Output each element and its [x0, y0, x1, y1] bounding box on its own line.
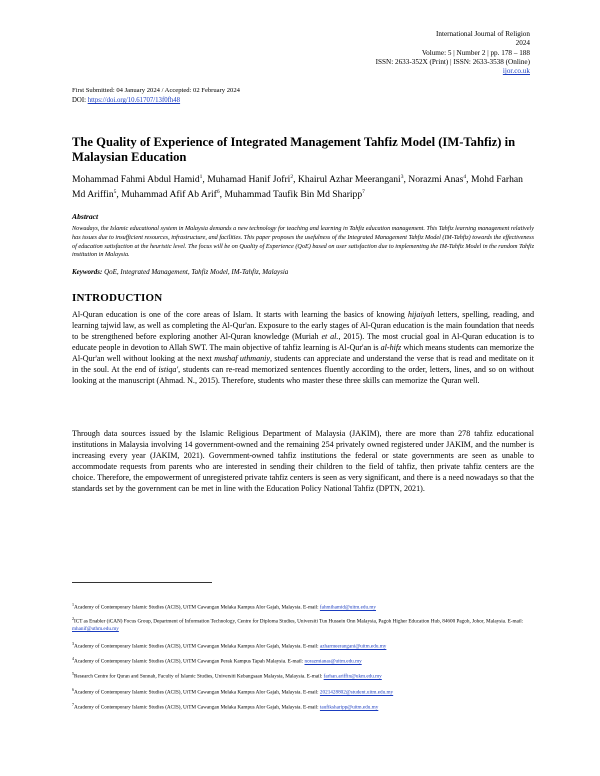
paragraph-text: letters, spelling, reading, and learning tajwid law, as well as completing the Al-Qur'an. Exposure to the early stages of Al-Quran education is the main foundation that needs to be strengthened before exploring another Al-Quran knowledge (Muriah: [72, 310, 534, 341]
author-name: Norazmi Anas: [408, 174, 464, 186]
author-name: Muhamad Hanif Jofri: [207, 174, 291, 186]
footnote: [72, 640, 534, 651]
journal-header: [270, 30, 530, 76]
paragraph-text: , 2015). The most crucial goal in Al-Quran education is to educate people in devotion to Allah SWT. The main objective of tahfiz learning is Al-Qur'an is: [72, 332, 534, 352]
author-name: Khairul Azhar Meerangani: [297, 174, 401, 186]
footnote: [72, 701, 534, 712]
author-affiliation-mark: 3: [400, 174, 404, 180]
footnote-email-link[interactable]: fahmihamid@uitm.edu.my: [319, 604, 376, 611]
italic-term: hijaiyah: [407, 310, 435, 319]
keywords: [72, 268, 534, 277]
paragraph-text: , students can re-read memorized sentences fluently according to the order, letters, lines, and so on without looking at the manuscript (Ahmad. N., 2015). Therefore, students who master these three skills can memorize the Quran well.: [72, 365, 534, 385]
footnote-email-link[interactable]: azharmeerangani@uitm.edu.my: [319, 643, 387, 650]
paragraph-text: which means students can memorize the Al-Qur'an well without looking at the next: [72, 343, 534, 363]
doi-label: DOI:: [72, 97, 86, 104]
footnote-mark: 3: [72, 641, 74, 646]
abstract-heading: Abstract: [72, 212, 99, 221]
footnote-mark: 2: [72, 616, 74, 621]
italic-term: et al.: [321, 332, 339, 341]
doi-line: [72, 96, 180, 105]
footnote: [72, 655, 534, 666]
author-affiliation-mark: 2: [290, 174, 294, 180]
footnote-mark: 1: [72, 602, 74, 607]
author-name: Muhammad Taufik Bin Md Sharipp: [224, 189, 363, 201]
footnote-text: Academy of Contemporary Islamic Studies (ACIS), UiTM Cawangan Melaka Kampus Alor Gajah, Malaysia. E-mail:: [74, 704, 320, 711]
footnote-divider: [72, 582, 212, 583]
abstract-text: Nowadays, the Islamic educational system in Malaysia demands a new technology for teaching and learning in Tahfiz education management. This Tahfiz learning management relatively has issues due to insufficient resources, infrastructure, and facilities. This paper proposes the usefulness of the Integrated Management Tahfiz Model (IM-Tahfiz) towards the effectiveness of education satisfaction at the heuristic level. The focus will be on Quality of Experience (QoE) based on user satisfaction due to implementing the IM-Tahfiz Model in the random Tahfiz institution in Malaysia.: [72, 225, 534, 259]
footnote: [72, 686, 534, 697]
journal-name: International Journal of Religion: [435, 30, 530, 38]
journal-year: 2024: [515, 39, 530, 48]
paragraph-text: Al-Quran education is one of the core areas of Islam. It starts with learning the basics of knowing: [72, 310, 408, 319]
journal-volume: Volume: 5 | Number 2 | pp. 178 – 188: [421, 48, 530, 57]
footnote-text: ICT as Enabler (iCAN) Focus Group, Department of Information Technology, Centre for Diploma Studies, Universiti Tun Hussein Onn Malaysia, Pagoh Higher Education Hub, 84600 Pagoh, Johor, Malaysia. E-mail:: [74, 618, 524, 625]
footnote: [72, 615, 534, 633]
footnote-email-link[interactable]: taufiksharipp@uitm.edu.my: [319, 704, 379, 711]
footnote-text: Academy of Contemporary Islamic Studies (ACIS), UiTM Cawangan Perak Kampus Tapah Malaysia. E-mail:: [74, 658, 305, 665]
footnote-text: Research Centre for Quran and Sunnah, Faculty of Islamic Studies, Universiti Kebangsaan Malaysia, Malaysia. E-mail:: [74, 673, 324, 680]
introduction-heading: INTRODUCTION: [72, 292, 163, 304]
author-affiliation-mark: 7: [362, 189, 365, 196]
journal-website-link[interactable]: ijor.co.uk: [502, 67, 530, 76]
italic-term: istiqa': [158, 365, 179, 374]
journal-issn: ISSN: 2633-352X (Print) | ISSN: 2633-3538 (Online): [375, 57, 530, 66]
italic-term: mushaf uthmaniy: [214, 354, 271, 363]
author-affiliation-mark: 1: [199, 174, 203, 180]
footnote-text: Academy of Contemporary Islamic Studies (ACIS), UiTM Cawangan Melaka Kampus Alor Gajah, Malaysia. E-mail:: [74, 604, 320, 611]
footnote-text: Academy of Contemporary Islamic Studies (ACIS), UiTM Cawangan Melaka Kampus Alor Gajah, Malaysia. E-mail:: [74, 643, 320, 650]
footnote-mark: 6: [72, 687, 74, 692]
footnote: [72, 601, 534, 612]
footnote-email-link[interactable]: norazmianas@uitm.edu.my: [304, 658, 362, 665]
author-name: Muhammad Afif Ab Arif: [121, 189, 217, 201]
footnote-email-link[interactable]: 2021428802@student.uitm.edu.my: [319, 689, 394, 696]
author-affiliation-mark: 6: [216, 189, 220, 196]
doi-link[interactable]: https://doi.org/10.61707/13f0fh48: [87, 97, 181, 104]
paper-title: The Quality of Experience of Integrated Management Tahfiz Model (IM-Tahfiz) in Malaysian Education: [72, 135, 516, 164]
author-affiliation-mark: 4: [463, 174, 467, 180]
footnote: [72, 670, 534, 681]
submission-dates: First Submitted: 04 January 2024 / Accepted: 02 February 2024: [72, 87, 240, 94]
footnote-mark: 5: [72, 671, 74, 676]
introduction-paragraph-2: Through data sources issued by the Islamic Religious Department of Malaysia (JAKIM), there are more than 278 tahfiz educational institutions in Malaysia involving 14 government-owned and the remaining 254 privately owned registered under JAKIM, and the number is increasing every year (JAKIM, 2021). Government-owned tahfiz institutions the federal or state governments are seen as unable to accommodate requests from parents who are interested in sending their children to the field of tahfiz, then private tahfiz centers are the choice. Therefore, the empowerment of unregistered private tahfiz centers is seen as very significant, and there is a need nowadays so that the standards set by the government can be met in line with the Education Policy National Tahfiz (DPTN, 2021).: [72, 429, 534, 493]
author-name: Mohd Farhan Md Ariffin: [72, 174, 523, 201]
footnote-mark: 4: [72, 656, 74, 661]
author-affiliation-mark: 5: [113, 189, 117, 196]
author-name: Mohammad Fahmi Abdul Hamid: [72, 174, 200, 186]
footnote-email-link[interactable]: farhan.ariffin@ukm.edu.my: [323, 673, 382, 680]
italic-term: al-hifz: [380, 343, 402, 352]
paragraph-text: , students can appreciate and understand the verse that is read and meditate on it in the soul. At the end of: [72, 354, 535, 374]
keywords-label: Keywords:: [72, 268, 103, 276]
introduction-paragraph-1: [72, 309, 534, 386]
keywords-value: QoE, Integrated Management, Tahfiz Model, IM-Tahfiz, Malaysia: [104, 268, 289, 276]
author-list: Mohammad Fahmi Abdul Hamid$^1$, Muhamad Hanif Jofri$^2$, Khairul Azhar Meerangani$^3$, Norazmi Anas$^4$, Mohd Farhan Md Ariffin$^5$, Muhammad Afif Ab Arif$^6$, Muhammad Taufik Bin Md Sharipp$^7$: [72, 174, 523, 201]
footnote-text: Academy of Contemporary Islamic Studies (ACIS), UiTM Cawangan Melaka Kampus Alor Gajah, Malaysia. E-mail:: [74, 689, 320, 696]
footnote-email-link[interactable]: mhanif@uthm.edu.my: [72, 625, 119, 632]
footnote-mark: 7: [72, 702, 74, 707]
